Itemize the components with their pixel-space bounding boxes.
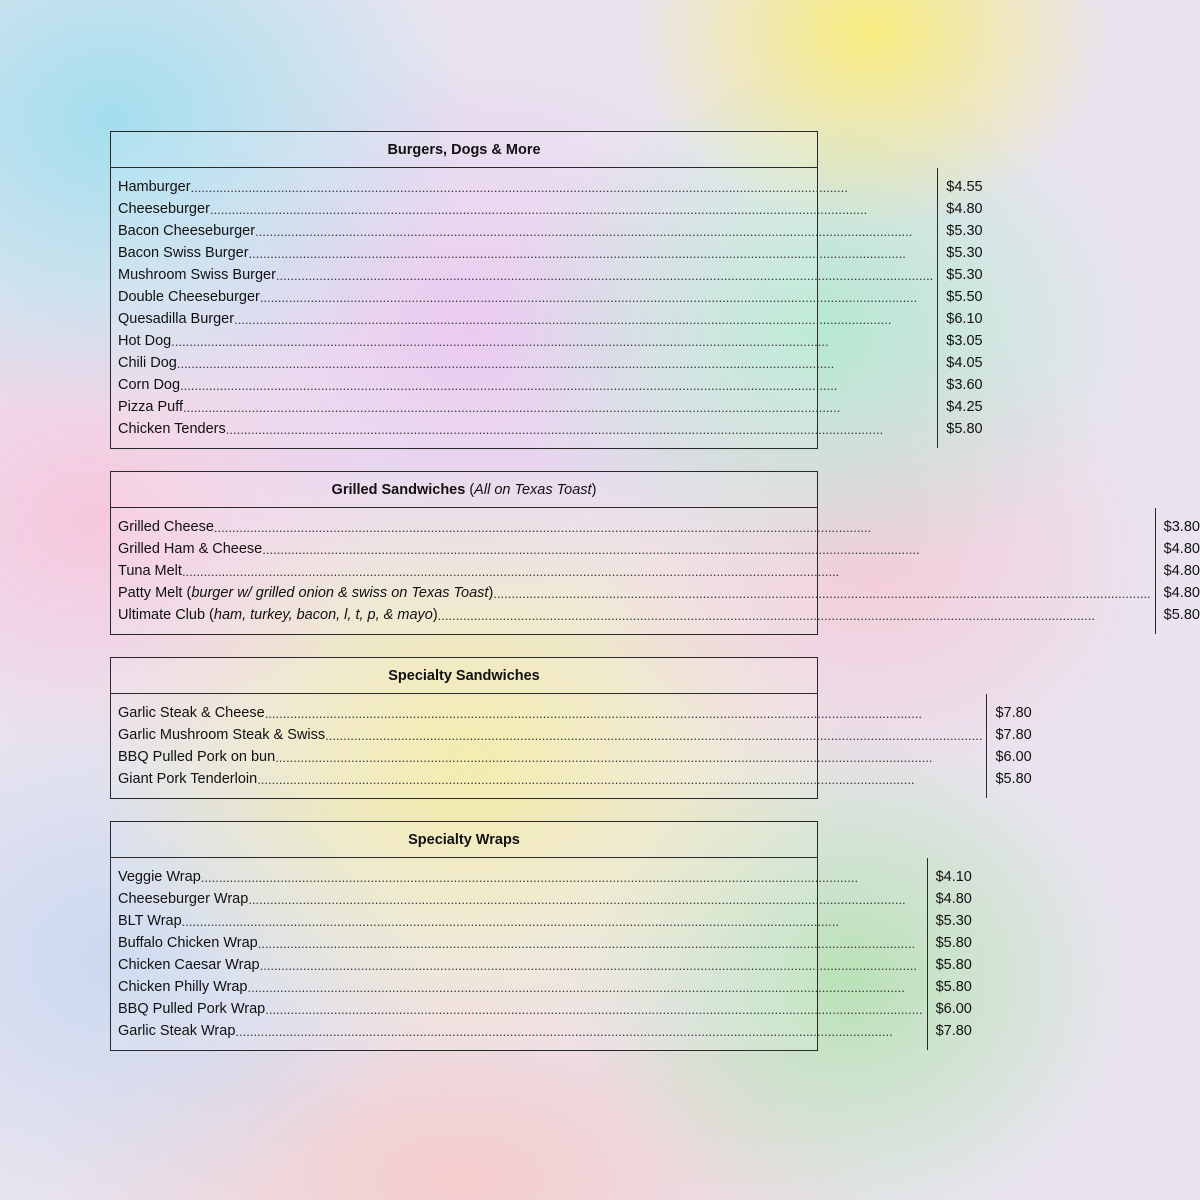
dot-leader — [180, 378, 933, 393]
menu-item-name: Cheeseburger — [118, 201, 210, 217]
menu-item-name: Chicken Philly Wrap — [118, 979, 248, 995]
dot-leader — [201, 870, 923, 885]
menu-item-name: BLT Wrap — [118, 913, 182, 929]
menu-item-text — [118, 891, 248, 907]
item-names-column — [111, 508, 1156, 634]
section-title: Burgers, Dogs & More — [387, 141, 541, 158]
menu-item-price: $5.80 — [946, 421, 983, 437]
section-burgers-dogs — [110, 131, 983, 449]
menu-item — [118, 538, 1155, 560]
menu-item — [118, 264, 937, 286]
menu-item — [118, 746, 986, 768]
menu-item — [118, 176, 937, 198]
menu-item-text — [118, 913, 182, 929]
section-header — [111, 822, 817, 858]
menu-item-name: Bacon Swiss Burger — [118, 245, 249, 261]
menu-item-text — [118, 179, 191, 195]
menu-item-price: $3.60 — [946, 377, 983, 393]
menu-item-text: Ultimate Club (ham, turkey, bacon, l, t, p, & mayo) — [118, 607, 438, 623]
item-names-column — [111, 694, 987, 798]
menu-item-price: $4.10 — [935, 869, 972, 885]
dot-leader — [249, 246, 934, 261]
item-names-column — [111, 168, 938, 448]
menu-item-text — [118, 333, 171, 349]
menu-item-name: BBQ Pulled Pork Wrap — [118, 1001, 266, 1017]
menu-item-text — [118, 267, 276, 283]
menu-item-price: $5.80 — [1163, 607, 1200, 623]
menu-item-text — [118, 421, 226, 437]
menu-item — [118, 866, 927, 888]
menu-item-text — [118, 223, 255, 239]
menu-item-text — [118, 771, 257, 787]
section-title: Grilled Sandwiches — [331, 481, 466, 498]
menu-item-text — [118, 869, 201, 885]
menu — [110, 131, 1200, 1073]
menu-item — [118, 396, 937, 418]
menu-item-name: Garlic Steak Wrap — [118, 1023, 236, 1039]
item-names-column — [111, 858, 928, 1050]
section-header — [111, 132, 817, 168]
dot-leader — [210, 202, 933, 217]
menu-item-price: $5.30 — [946, 223, 983, 239]
menu-item-text — [118, 355, 177, 371]
dot-leader — [234, 312, 933, 327]
dot-leader — [275, 750, 982, 765]
dot-leader — [183, 400, 933, 415]
menu-item-name: Ultimate Club — [118, 607, 206, 623]
menu-item-name: Buffalo Chicken Wrap — [118, 935, 258, 951]
menu-item-price: $6.00 — [935, 1001, 972, 1017]
section-title: Specialty Wraps — [408, 831, 520, 848]
menu-item-price: $5.80 — [935, 935, 972, 951]
menu-item-text — [118, 399, 183, 415]
menu-item — [118, 286, 937, 308]
menu-item — [118, 220, 937, 242]
menu-item-name: Bacon Cheeseburger — [118, 223, 256, 239]
dot-leader — [265, 706, 983, 721]
menu-item-price: $4.80 — [1163, 541, 1200, 557]
menu-item-price: $7.80 — [995, 727, 1032, 743]
menu-item — [118, 516, 1155, 538]
dot-leader — [235, 1024, 922, 1039]
menu-item-price: $5.80 — [935, 957, 972, 973]
dot-leader — [260, 958, 923, 973]
section-specialty-sandwiches — [110, 657, 1032, 799]
menu-item-text — [118, 1001, 265, 1017]
menu-item — [118, 418, 937, 440]
dot-leader — [214, 520, 1151, 535]
menu-item-name: Hot Dog — [118, 333, 172, 349]
menu-item-text — [118, 727, 325, 743]
menu-item — [118, 560, 1155, 582]
section-specialty-wraps — [110, 821, 972, 1051]
menu-item-name: Grilled Cheese — [118, 519, 214, 535]
menu-item-price: $5.80 — [995, 771, 1032, 787]
menu-item-name: Corn Dog — [118, 377, 181, 393]
menu-item-price: $5.80 — [935, 979, 972, 995]
menu-item-price: $4.80 — [935, 891, 972, 907]
menu-item — [118, 768, 986, 790]
menu-item-text — [118, 705, 265, 721]
dot-leader — [493, 586, 1150, 601]
menu-item — [118, 910, 927, 932]
section-body — [111, 694, 1032, 798]
menu-item-name: Mushroom Swiss Burger — [118, 267, 276, 283]
dot-leader — [177, 356, 933, 371]
menu-item-price: $5.30 — [946, 267, 983, 283]
menu-item — [118, 374, 937, 396]
menu-item-price: $7.80 — [935, 1023, 972, 1039]
menu-item — [118, 932, 927, 954]
menu-item — [118, 330, 937, 352]
menu-item-price: $3.80 — [1163, 519, 1200, 535]
dot-leader — [182, 914, 923, 929]
menu-item-name: Chicken Caesar Wrap — [118, 957, 260, 973]
menu-item-name: Quesadilla Burger — [118, 311, 235, 327]
menu-item — [118, 724, 986, 746]
menu-item-price: $5.50 — [946, 289, 983, 305]
dot-leader — [265, 1002, 922, 1017]
menu-item-text — [118, 1023, 235, 1039]
section-title: Specialty Sandwiches — [388, 667, 540, 684]
menu-item — [118, 582, 1155, 604]
menu-item-name: Chicken Tenders — [118, 421, 226, 437]
prices-column — [928, 858, 972, 1050]
menu-item-name: Chili Dog — [118, 355, 177, 371]
menu-item-text — [118, 245, 249, 261]
menu-item-text — [118, 201, 210, 217]
dot-leader — [171, 334, 933, 349]
menu-item-price: $5.30 — [935, 913, 972, 929]
menu-item — [118, 702, 986, 724]
section-body — [111, 508, 1200, 634]
menu-item-text — [118, 377, 180, 393]
menu-item — [118, 604, 1155, 626]
menu-item-text — [118, 957, 260, 973]
menu-item — [118, 888, 927, 910]
menu-item-name: Patty Melt — [118, 585, 183, 601]
menu-item-name: Garlic Mushroom Steak & Swiss — [118, 727, 326, 743]
menu-item-text — [118, 935, 258, 951]
menu-item-text — [118, 311, 234, 327]
menu-item-price: $4.55 — [946, 179, 983, 195]
menu-item — [118, 308, 937, 330]
dot-leader — [247, 980, 922, 995]
menu-item — [118, 998, 927, 1020]
menu-item — [118, 954, 927, 976]
dot-leader — [438, 608, 1151, 623]
dot-leader — [276, 268, 933, 283]
menu-item-name: Giant Pork Tenderloin — [118, 771, 258, 787]
menu-item-detail: burger w/ grilled onion & swiss on Texas Toast — [191, 585, 489, 601]
menu-item-price: $4.05 — [946, 355, 983, 371]
prices-column — [938, 168, 982, 448]
menu-item-text — [118, 749, 275, 765]
dot-leader — [262, 542, 1150, 557]
dot-leader — [182, 564, 1151, 579]
menu-item-name: BBQ Pulled Pork on bun — [118, 749, 276, 765]
menu-item-price: $6.00 — [995, 749, 1032, 765]
dot-leader — [258, 936, 923, 951]
dot-leader — [226, 422, 934, 437]
menu-item-price: $6.10 — [946, 311, 983, 327]
menu-item-name: Cheeseburger Wrap — [118, 891, 249, 907]
prices-column — [987, 694, 1031, 798]
dot-leader — [191, 180, 934, 195]
menu-item-price: $5.30 — [946, 245, 983, 261]
dot-leader — [257, 772, 982, 787]
menu-item-price: $4.80 — [1163, 585, 1200, 601]
dot-leader — [255, 224, 933, 239]
section-body — [111, 168, 983, 448]
section-body — [111, 858, 972, 1050]
menu-item — [118, 242, 937, 264]
prices-column — [1156, 508, 1200, 634]
dot-leader — [325, 728, 982, 743]
menu-item-price: $4.80 — [946, 201, 983, 217]
menu-item-detail: ham, turkey, bacon, l, t, p, & mayo — [213, 607, 433, 623]
menu-item-name: Pizza Puff — [118, 399, 184, 415]
menu-item-text — [118, 979, 247, 995]
section-header — [111, 658, 817, 694]
menu-item — [118, 352, 937, 374]
menu-item — [118, 976, 927, 998]
menu-item-text — [118, 519, 214, 535]
menu-item-text — [118, 541, 262, 557]
menu-item-name: Grilled Ham & Cheese — [118, 541, 263, 557]
menu-item-name: Veggie Wrap — [118, 869, 201, 885]
menu-item-text — [118, 289, 260, 305]
section-grilled-sandwiches — [110, 471, 1200, 635]
menu-item-name: Garlic Steak & Cheese — [118, 705, 265, 721]
dot-leader — [260, 290, 933, 305]
menu-item-price: $4.25 — [946, 399, 983, 415]
dot-leader — [248, 892, 922, 907]
menu-item — [118, 198, 937, 220]
menu-item-name: Double Cheeseburger — [118, 289, 260, 305]
menu-item-price: $3.05 — [946, 333, 983, 349]
menu-item-price: $7.80 — [995, 705, 1032, 721]
menu-item-name: Tuna Melt — [118, 563, 182, 579]
section-header: Grilled Sandwiches ( All on Texas Toast ) — [111, 472, 817, 508]
section-note: All on Texas Toast — [474, 481, 592, 498]
menu-item-name: Hamburger — [118, 179, 191, 195]
menu-item-text: Patty Melt (burger w/ grilled onion & swiss on Texas Toast) — [118, 585, 494, 601]
menu-item-text — [118, 563, 182, 579]
menu-item-price: $4.80 — [1163, 563, 1200, 579]
menu-item — [118, 1020, 927, 1042]
